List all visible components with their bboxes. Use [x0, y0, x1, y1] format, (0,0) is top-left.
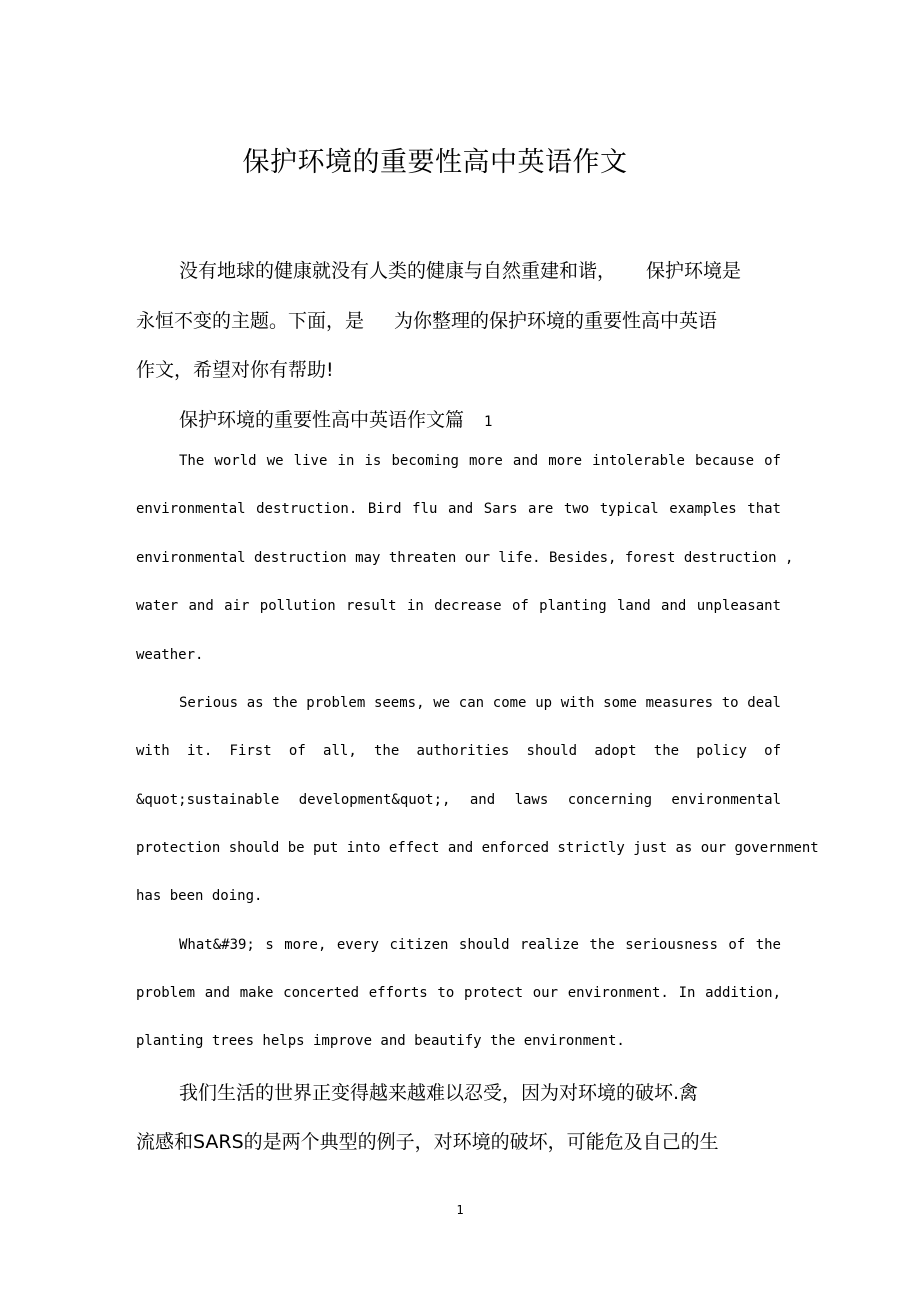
section-heading-text: 保护环境的重要性高中英语作文篇: [179, 409, 465, 431]
en-p2-line-1: Serious as the problem seems, we can come up with some measures to deal: [179, 695, 781, 711]
en-p2-line-3: &quot;sustainable development&quot;, and laws concerning environmental: [136, 792, 781, 808]
en-p1-line-3: environmental destruction may threaten our life. Besides, forest destruction ,: [136, 550, 794, 566]
intro-line-1a: 没有地球的健康就没有人类的健康与自然重建和谐，: [179, 260, 617, 282]
en-p3-line-3: planting trees helps improve and beautify the environment.: [136, 1033, 625, 1049]
en-p1-line-4: water and air pollution result in decrease of planting land and unpleasant: [136, 598, 781, 614]
en-p2-line-5: has been doing.: [136, 888, 263, 904]
page-number: 1: [456, 1203, 464, 1217]
en-p1-line-1: The world we live in is becoming more and more intolerable because of: [179, 453, 781, 469]
intro-line-2b: 为你整理的保护环境的重要性高中英语: [394, 310, 718, 332]
section-heading: [179, 405, 492, 432]
en-p3-line-2: problem and make concerted efforts to protect our environment. In addition,: [136, 985, 781, 1001]
intro-line-2a: 永恒不变的主题。下面，是: [136, 310, 365, 332]
en-p1-line-2: environmental destruction. Bird flu and Sars are two typical examples that: [136, 501, 781, 517]
intro-line-1: [179, 256, 829, 283]
section-number: 1: [484, 414, 493, 430]
en-p3-line-1: What&#39; s more, every citizen should realize the seriousness of the: [179, 937, 781, 953]
intro-line-3: 作文，希望对你有帮助!: [136, 359, 334, 381]
en-p2-line-2: with it. First of all, the authorities should adopt the policy of: [136, 743, 781, 759]
page-title: 保护环境的重要性高中英语作文: [242, 147, 628, 178]
cn-line-1: 我们生活的世界正变得越来越难以忍受，因为对环境的破坏.禽: [179, 1082, 699, 1104]
intro-line-1b: 保护环境是: [646, 260, 742, 282]
en-p1-line-5: weather.: [136, 647, 204, 663]
intro-line-2: [136, 306, 786, 333]
en-p2-line-4: protection should be put into effect and enforced strictly just as our government: [136, 840, 819, 856]
cn-line-2: 流感和SARS的是两个典型的例子，对环境的破坏，可能危及自己的生: [136, 1131, 719, 1153]
